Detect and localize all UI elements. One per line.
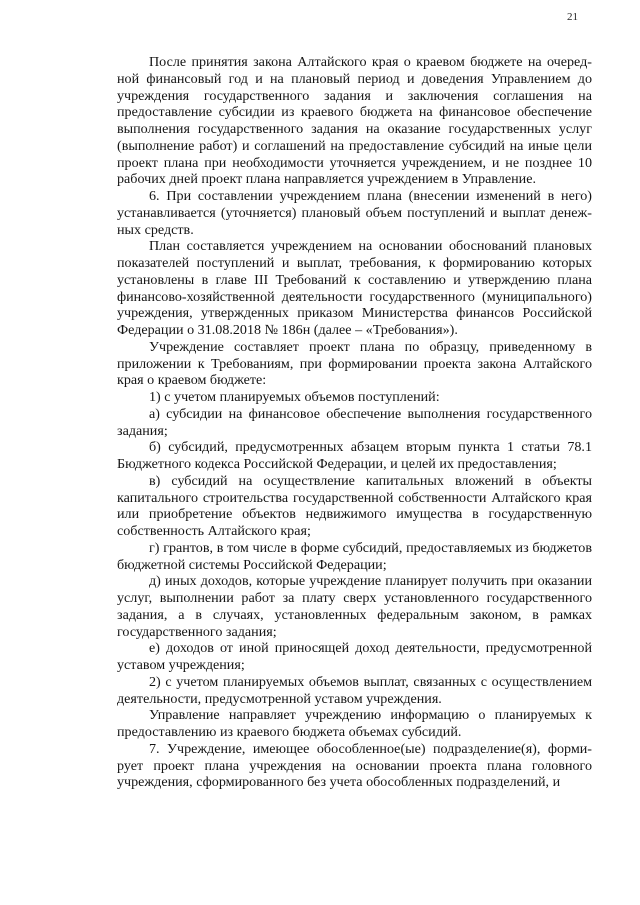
paragraph-subitem-d: д) иных доходов, которые учреждение планирует получить при оказании услуг, выполнении работ за плату сверх установленного государственного задания, а в случаях, установленных федеральным законом, в рамках государственного задания; <box>117 573 592 640</box>
paragraph-plan-template: Учреждение составляет проект плана по образцу, приведенному в приложении к Требованиям, при формировании проекта закона Алтайского края о краевом бюджете: <box>117 338 592 389</box>
paragraph-subitem-v: в) субсидий на осуществление капитальных вложений в объекты капитального строительства государственной собственности Алтайского края или приобретение объектов недвижимого имущества в государственную собственность Алтайского края; <box>117 472 592 539</box>
paragraph-subsidy-info: Управление направляет учреждению информацию о планируемых к предоставлению из краевого бюджета объемах субсидий. <box>117 707 592 740</box>
paragraph-subitem-b: б) субсидий, предусмотренных абзацем вторым пункта 1 статьи 78.1 Бюджетного кодекса Российской Федерации, и целей их предоставления; <box>117 439 592 472</box>
paragraph-plan-basis: План составляется учреждением на основании обоснований плановых показателей поступлений и выплат, требования, к формированию которых установлены в главе III Требований к составлению и утверждению плана финансово-хозяйственной деятельности государственного (муниципального) учреждения, утвержденных приказом Министерства финансов Российской Федерации о 31.08.2018 № 186н (далее – «Требования»). <box>117 238 592 338</box>
paragraph-subitem-g: г) грантов, в том числе в форме субсидий, предоставляемых из бюджетов бюджетной системы Российской Федерации; <box>117 539 592 573</box>
paragraph-subitem-e: е) доходов от иной приносящей доход деятельности, предусмотренной уставом учреждения; <box>117 640 592 673</box>
document-body <box>117 54 592 791</box>
paragraph-subitem-2: 2) с учетом планируемых объемов выплат, связанных с осуществлением деятельности, предусмотренной уставом учреждения. <box>117 673 592 707</box>
paragraph-budget-law-adoption: После принятия закона Алтайского края о краевом бюджете на очередной финансовый год и на плановый период и доведения Управлением до учреждения государственного задания и заключения соглашения на предоставление субсидии из краевого бюджета на финансовое обеспечение выполнения государственного задания на оказание государственных услуг (выполнение работ) и соглашений на предоставление субсидий на иные цели проект плана при необходимости уточняется учреждением, и не позднее 10 рабочих дней проект плана направляется учреждением в Управление. <box>117 54 592 188</box>
page-number: 21 <box>567 11 578 23</box>
paragraph-item-6: 6. При составлении учреждением плана (внесении изменений в него) устанавливается (уточняется) плановый объем поступлений и выплат денежных средств. <box>117 188 592 238</box>
paragraph-item-7: 7. Учреждение, имеющее обособленное(ые) подразделение(я), формирует проект плана учреждения на основании проекта плана головного учреждения, сформированного без учета обособленных подразделений, и <box>117 740 592 791</box>
paragraph-subitem-a: а) субсидии на финансовое обеспечение выполнения государственного задания; <box>117 405 592 439</box>
paragraph-subitem-1: 1) с учетом планируемых объемов поступлений: <box>149 389 440 405</box>
